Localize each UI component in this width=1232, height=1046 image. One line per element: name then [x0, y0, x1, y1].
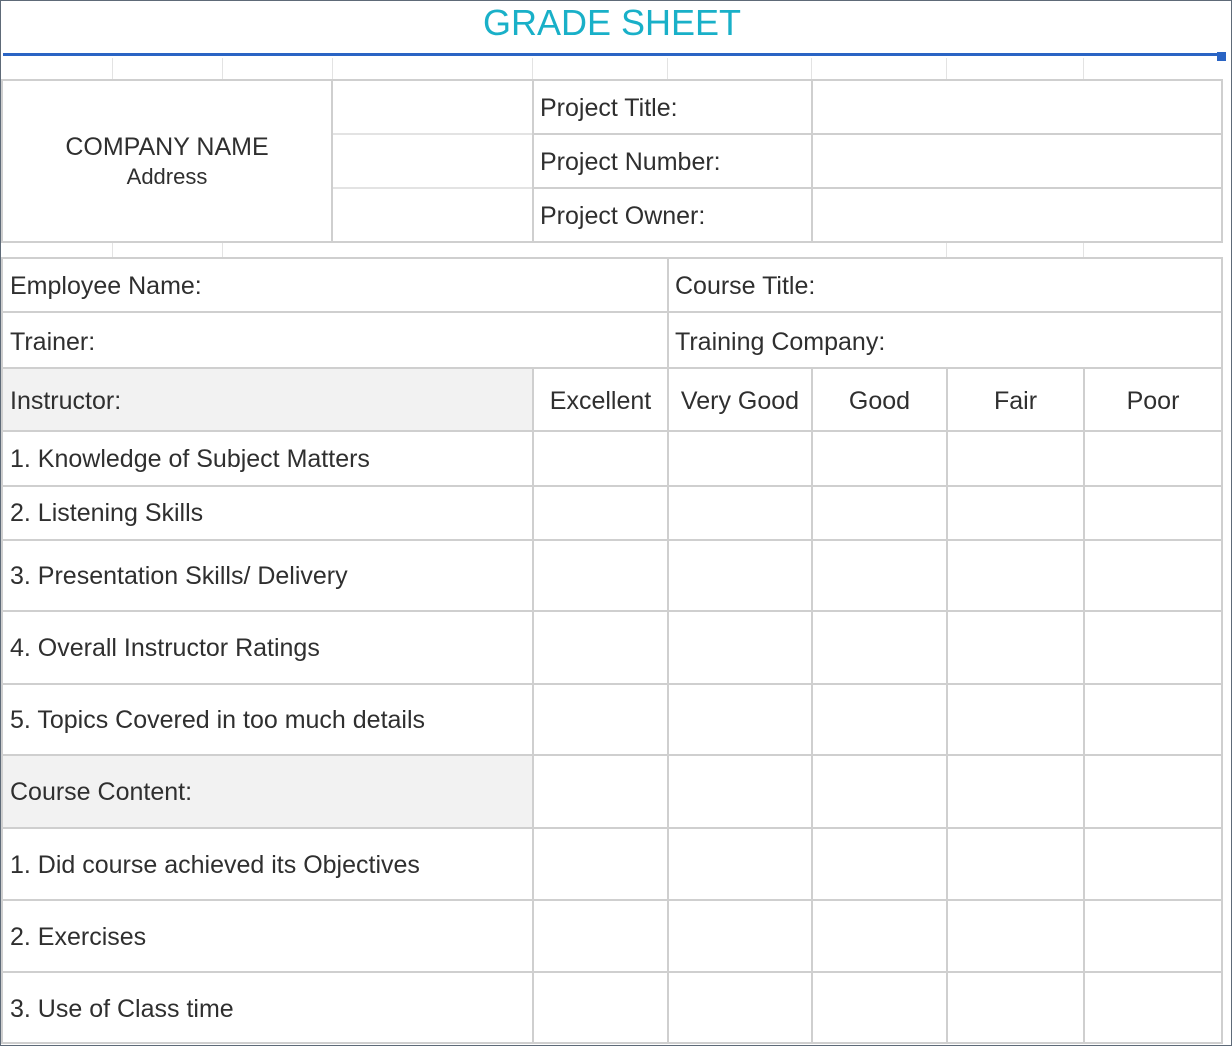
rating-cell[interactable]: [534, 487, 667, 539]
grid-line: [532, 79, 534, 243]
course-title-label: Course Title:: [675, 272, 816, 300]
grid-line: [1, 367, 3, 1044]
grid-line: [1, 257, 3, 369]
rating-cell[interactable]: [669, 541, 811, 610]
grid-line: [1, 257, 1223, 259]
project-owner-value[interactable]: [813, 189, 1221, 241]
rating-cell[interactable]: [813, 432, 946, 485]
criterion-label: 2. Exercises: [10, 923, 147, 951]
grid-line: [222, 58, 223, 79]
project-title-label: Project Title:: [540, 94, 678, 122]
rating-cell[interactable]: [1085, 541, 1221, 610]
rating-cell[interactable]: [669, 973, 811, 1042]
grid-line: [1083, 243, 1084, 257]
project-number-label: Project Number:: [540, 148, 721, 176]
rating-cell[interactable]: [534, 973, 667, 1042]
column-poor: Poor: [1126, 387, 1180, 415]
rating-cell[interactable]: [948, 829, 1083, 899]
grid-line: [1, 1042, 1223, 1044]
column-very-good: Very Good: [680, 387, 800, 415]
rating-cell[interactable]: [1085, 432, 1221, 485]
title-cell[interactable]: [3, 1, 1221, 56]
rating-cell[interactable]: [948, 901, 1083, 971]
rating-cell[interactable]: [1085, 487, 1221, 539]
grid-line: [112, 243, 113, 257]
rating-cell[interactable]: [948, 541, 1083, 610]
rating-cell[interactable]: [1085, 756, 1221, 827]
rating-cell[interactable]: [813, 973, 946, 1042]
rating-cell[interactable]: [534, 541, 667, 610]
criterion-label: 3. Use of Class time: [10, 995, 234, 1023]
rating-cell[interactable]: [534, 756, 667, 827]
rating-cell[interactable]: [948, 612, 1083, 683]
grid-line: [667, 257, 669, 369]
rating-cell[interactable]: [948, 756, 1083, 827]
grid-line: [946, 58, 947, 79]
rating-cell[interactable]: [813, 612, 946, 683]
rating-cell[interactable]: [669, 487, 811, 539]
criterion-label: 1. Did course achieved its Objectives: [10, 851, 420, 879]
grid-line: [1, 311, 1223, 313]
rating-cell[interactable]: [669, 901, 811, 971]
rating-cell[interactable]: [534, 612, 667, 683]
grid-line: [332, 58, 333, 79]
company-address: Address: [126, 164, 208, 189]
rating-cell[interactable]: [813, 901, 946, 971]
grid-line: [1221, 257, 1223, 369]
rating-cell[interactable]: [813, 541, 946, 610]
grid-line: [1083, 58, 1084, 79]
grid-line: [331, 79, 333, 243]
page-title: GRADE SHEET: [482, 2, 742, 43]
employee-name-label: Employee Name:: [10, 272, 202, 300]
rating-cell[interactable]: [534, 901, 667, 971]
grid-line: [1221, 367, 1223, 1044]
rating-cell[interactable]: [534, 432, 667, 485]
company-cell[interactable]: [3, 81, 331, 241]
rating-cell[interactable]: [813, 487, 946, 539]
grid-line: [1, 241, 1223, 243]
rating-cell[interactable]: [669, 612, 811, 683]
criterion-label: 2. Listening Skills: [10, 499, 204, 527]
company-name: COMPANY NAME: [65, 133, 269, 161]
column-fair: Fair: [993, 387, 1038, 415]
grid-line: [667, 58, 668, 79]
rating-cell[interactable]: [669, 432, 811, 485]
project-owner-label: Project Owner:: [540, 202, 706, 230]
instructor-section-label: Instructor:: [10, 387, 122, 415]
grid-line: [1221, 79, 1223, 243]
trainer-label: Trainer:: [10, 328, 96, 356]
grid-line: [946, 243, 947, 257]
criterion-label: 1. Knowledge of Subject Matters: [10, 445, 370, 473]
criterion-label: 3. Presentation Skills/ Delivery: [10, 562, 348, 590]
column-good: Good: [848, 387, 911, 415]
grid-line: [112, 58, 113, 79]
column-excellent: Excellent: [549, 387, 652, 415]
training-company-label: Training Company:: [675, 328, 886, 356]
criterion-label: 5. Topics Covered in too much details: [10, 706, 426, 734]
rating-cell[interactable]: [948, 432, 1083, 485]
rating-cell[interactable]: [948, 487, 1083, 539]
rating-cell[interactable]: [1085, 901, 1221, 971]
project-number-value[interactable]: [813, 135, 1221, 187]
rating-cell[interactable]: [948, 685, 1083, 754]
rating-cell[interactable]: [1085, 612, 1221, 683]
grid-line: [222, 243, 223, 257]
rating-cell[interactable]: [813, 756, 946, 827]
rating-cell[interactable]: [813, 829, 946, 899]
rating-cell[interactable]: [813, 685, 946, 754]
course-content-section-label: Course Content:: [10, 778, 193, 806]
selection-fill-handle[interactable]: [1217, 52, 1226, 61]
rating-cell[interactable]: [1085, 685, 1221, 754]
rating-cell[interactable]: [534, 829, 667, 899]
grid-line: [532, 58, 533, 79]
rating-cell[interactable]: [534, 685, 667, 754]
rating-cell[interactable]: [669, 685, 811, 754]
criterion-label: 4. Overall Instructor Ratings: [10, 634, 320, 662]
project-title-value[interactable]: [813, 81, 1221, 133]
rating-cell[interactable]: [948, 973, 1083, 1042]
grid-line: [811, 58, 812, 79]
rating-cell[interactable]: [669, 829, 811, 899]
rating-cell[interactable]: [1085, 973, 1221, 1042]
rating-cell[interactable]: [669, 756, 811, 827]
rating-cell[interactable]: [1085, 829, 1221, 899]
